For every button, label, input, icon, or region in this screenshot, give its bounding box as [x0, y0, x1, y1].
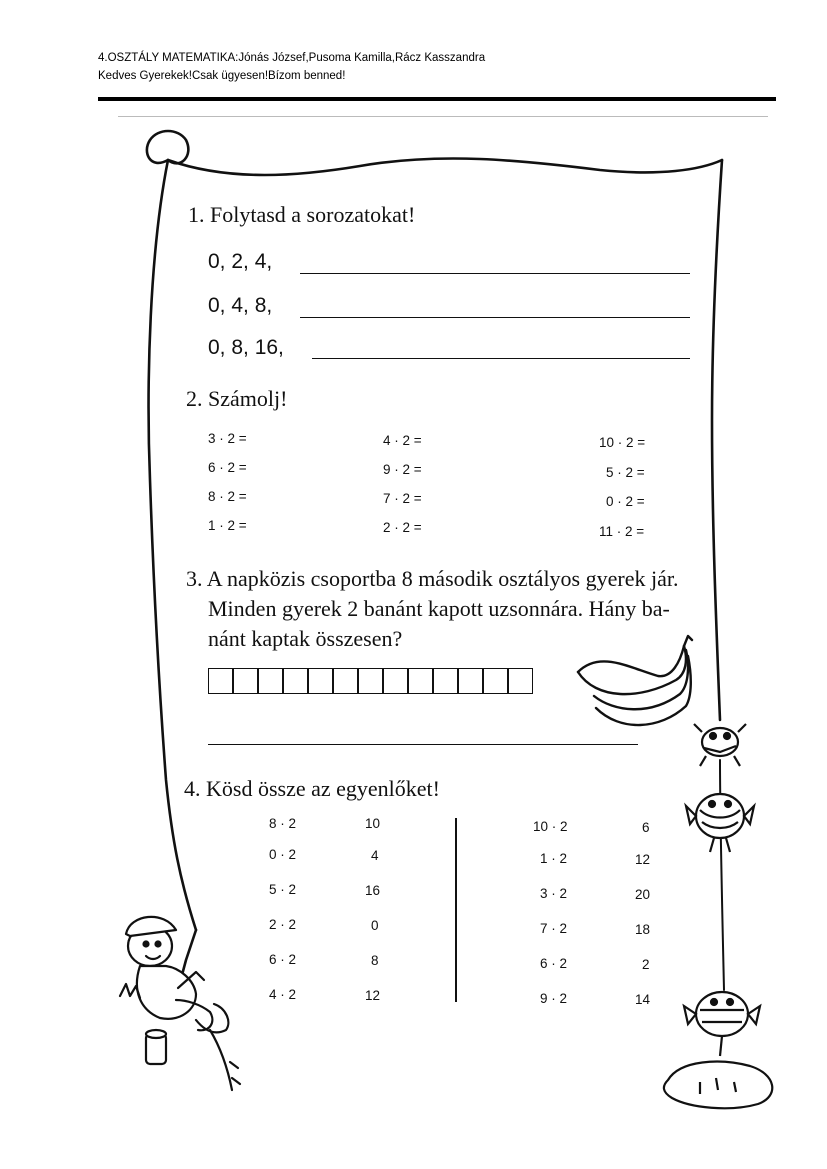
sequence-2-answer-line[interactable]	[300, 317, 690, 318]
answer-grid-cell[interactable]	[458, 668, 483, 694]
fishing-boy-illustration	[120, 917, 240, 1090]
answer-grid-cell[interactable]	[233, 668, 258, 694]
match-right-value[interactable]: 20	[635, 887, 651, 902]
answer-grid-cell[interactable]	[483, 668, 508, 694]
match-right-value[interactable]: 18	[635, 922, 651, 937]
match-right-value[interactable]: 2	[642, 957, 650, 972]
calc-item: 2 · 2 =	[383, 520, 422, 535]
match-right-expression[interactable]: 7 · 2	[540, 921, 568, 936]
calc-item: 9 · 2 =	[383, 462, 422, 477]
fish-icon-bottom	[664, 992, 772, 1108]
sequence-3: 0, 8, 16,	[208, 336, 284, 359]
match-left-value[interactable]: 4	[371, 848, 379, 863]
sequence-3-answer-line[interactable]	[312, 358, 690, 359]
answer-grid-cell[interactable]	[508, 668, 533, 694]
calc-item: 5 · 2 =	[606, 465, 645, 480]
answer-grid-cell[interactable]	[383, 668, 408, 694]
task1-title: 1. Folytasd a sorozatokat!	[188, 202, 416, 227]
match-left-expression[interactable]: 6 · 2	[269, 952, 297, 967]
match-left-expression[interactable]: 4 · 2	[269, 987, 297, 1002]
calc-item: 6 · 2 =	[208, 460, 247, 475]
match-left-value[interactable]: 10	[365, 816, 381, 831]
match-right-expression[interactable]: 10 · 2	[533, 819, 568, 834]
task2-title: 2. Számolj!	[186, 386, 288, 411]
answer-grid-cell[interactable]	[283, 668, 308, 694]
sequence-1-answer-line[interactable]	[300, 273, 690, 274]
header-greeting: Kedves Gyerekek!Csak ügyesen!Bízom benned!	[98, 70, 346, 82]
sequence-1: 0, 2, 4,	[208, 250, 273, 273]
match-left-expression[interactable]: 8 · 2	[269, 816, 297, 831]
calc-item: 3 · 2 =	[208, 431, 247, 446]
match-left-expression[interactable]: 5 · 2	[269, 882, 297, 897]
banana-icon	[578, 636, 692, 725]
answer-grid-cell[interactable]	[333, 668, 358, 694]
task3-line-2: Minden gyerek 2 banánt kapott uzsonnára. Hány ba-	[208, 596, 670, 621]
task3-answer-line[interactable]	[208, 744, 638, 745]
sequence-2: 0, 4, 8,	[208, 294, 273, 317]
calc-item: 7 · 2 =	[383, 491, 422, 506]
match-left-value[interactable]: 16	[365, 883, 381, 898]
match-right-value[interactable]: 6	[642, 820, 650, 835]
answer-grid-cell[interactable]	[208, 668, 233, 694]
header-authors: 4.OSZTÁLY MATEMATIKA:Jónás József,Pusoma Kamilla,Rácz Kasszandra	[98, 52, 486, 64]
scroll-frame-top-curl	[147, 131, 722, 175]
match-left-value[interactable]: 8	[371, 953, 379, 968]
answer-grid-cell[interactable]	[308, 668, 333, 694]
match-left-expression[interactable]: 0 · 2	[269, 847, 297, 862]
calc-item: 8 · 2 =	[208, 489, 247, 504]
calc-item: 4 · 2 =	[383, 433, 422, 448]
calc-item: 1 · 2 =	[208, 518, 247, 533]
match-left-expression[interactable]: 2 · 2	[269, 917, 297, 932]
scroll-frame-left-edge	[149, 160, 196, 930]
match-right-value[interactable]: 12	[635, 852, 651, 867]
calc-item: 11 · 2 =	[599, 524, 645, 539]
scroll-frame-right-edge	[712, 160, 722, 720]
match-right-expression[interactable]: 3 · 2	[540, 886, 568, 901]
match-left-value[interactable]: 0	[371, 918, 379, 933]
answer-grid-cell[interactable]	[408, 668, 433, 694]
match-right-expression[interactable]: 1 · 2	[540, 851, 568, 866]
answer-grid-cell[interactable]	[358, 668, 383, 694]
task4-title: 4. Kösd össze az egyenlőket!	[184, 776, 440, 801]
task3-line-1: 3. A napközis csoportba 8 második osztályos gyerek jár.	[186, 566, 679, 591]
match-left-value[interactable]: 12	[365, 988, 381, 1003]
column-divider	[455, 818, 457, 1002]
calc-item: 10 · 2 =	[599, 435, 646, 450]
answer-grid-cell[interactable]	[433, 668, 458, 694]
match-right-value[interactable]: 14	[635, 992, 651, 1007]
calc-item: 0 · 2 =	[606, 494, 645, 509]
match-right-expression[interactable]: 9 · 2	[540, 991, 568, 1006]
answer-grid-cell[interactable]	[258, 668, 283, 694]
task3-line-3: nánt kaptak összesen?	[208, 626, 403, 651]
match-right-expression[interactable]: 6 · 2	[540, 956, 568, 971]
